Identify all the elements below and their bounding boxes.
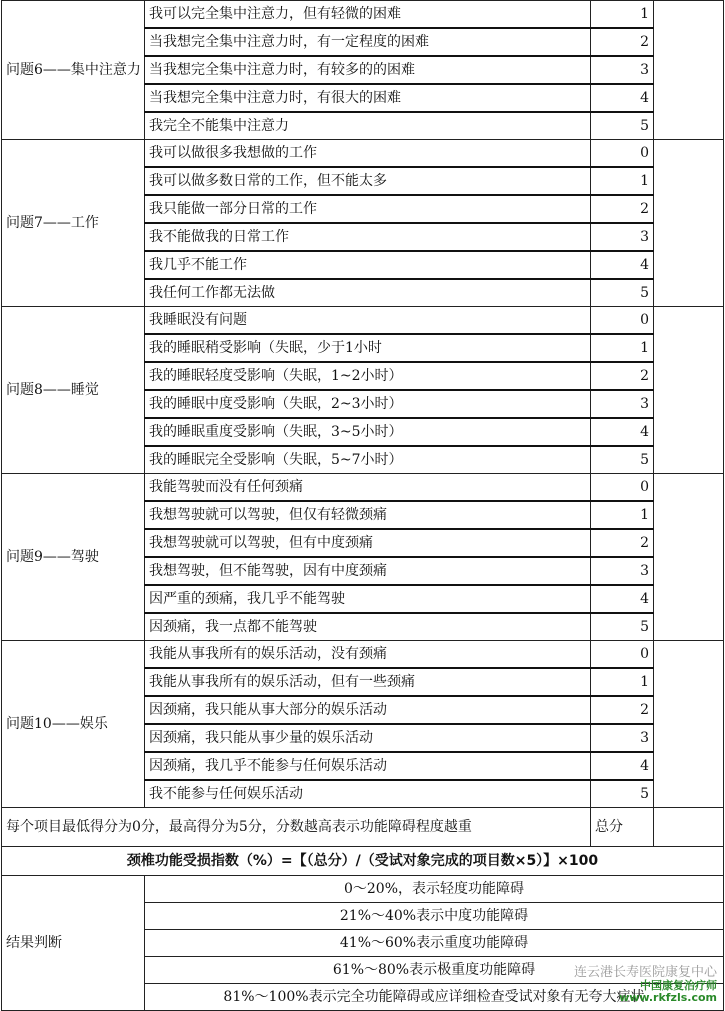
option-text: 我任何工作都无法做: [145, 279, 591, 307]
option-text: 我想驾驶就可以驾驶，但仅有轻微颈痛: [145, 501, 591, 529]
option-score: 5: [591, 112, 654, 140]
total-value-cell: [654, 808, 724, 847]
result-level: 41%～60%表示重度功能障碍: [145, 930, 724, 957]
option-text: 我能驾驶而没有任何颈痛: [145, 474, 591, 502]
option-text: 因严重的颈痛，我几乎不能驾驶: [145, 585, 591, 613]
result-row: [2, 876, 724, 903]
option-score: 0: [591, 641, 654, 669]
option-score: 4: [591, 418, 654, 446]
score-entry-cell: [654, 641, 724, 808]
option-score: 5: [591, 613, 654, 641]
option-score: 4: [591, 251, 654, 279]
option-text: 我的睡眠完全受影响（失眠，5~7小时）: [145, 446, 591, 474]
option-score: 3: [591, 56, 654, 84]
option-text: 我不能做我的日常工作: [145, 223, 591, 251]
option-text: 我可以做很多我想做的工作: [145, 140, 591, 168]
option-text: 当我想完全集中注意力时，有很大的困难: [145, 84, 591, 112]
result-level: 61%～80%表示极重度功能障碍: [145, 957, 724, 984]
option-text: 我睡眠没有问题: [145, 307, 591, 335]
option-score: 2: [591, 195, 654, 223]
option-text: 我可以完全集中注意力，但有轻微的困难: [145, 1, 591, 29]
option-row: [2, 1, 724, 29]
option-score: 4: [591, 752, 654, 780]
watermark-url: www.rkfzls.com: [619, 991, 717, 1004]
result-level: 81%～100%表示完全功能障碍或应详细检查受试对象有无夸大症状: [145, 984, 724, 1011]
option-text: 我只能做一部分日常的工作: [145, 195, 591, 223]
option-text: 我的睡眠中度受影响（失眠，2~3小时）: [145, 390, 591, 418]
total-label: 总分: [591, 808, 654, 847]
option-text: 我的睡眠轻度受影响（失眠，1~2小时）: [145, 362, 591, 390]
option-score: 1: [591, 501, 654, 529]
result-label: 结果判断: [2, 876, 145, 1011]
option-row: [2, 307, 724, 335]
score-entry-cell: [654, 307, 724, 474]
option-score: 5: [591, 279, 654, 307]
option-row: [2, 474, 724, 502]
option-score: 0: [591, 140, 654, 168]
question-name: 问题6——集中注意力: [2, 1, 145, 140]
questions-body: [2, 1, 724, 808]
option-score: 1: [591, 334, 654, 362]
option-text: 因颈痛，我一点都不能驾驶: [145, 613, 591, 641]
option-text: 我几乎不能工作: [145, 251, 591, 279]
option-score: 3: [591, 557, 654, 585]
formula-row: [2, 847, 724, 876]
summary-body: [2, 808, 724, 876]
option-text: 我想驾驶，但不能驾驶，因有中度颈痛: [145, 557, 591, 585]
option-text: 因颈痛，我几乎不能参与任何娱乐活动: [145, 752, 591, 780]
option-text: 我不能参与任何娱乐活动: [145, 780, 591, 808]
option-score: 0: [591, 474, 654, 502]
option-score: 0: [591, 307, 654, 335]
option-score: 3: [591, 390, 654, 418]
option-row: [2, 140, 724, 168]
watermark-brand: 中国康复治疗师: [640, 979, 717, 992]
option-text: 我想驾驶就可以驾驶，但有中度颈痛: [145, 529, 591, 557]
option-text: 我的睡眠重度受影响（失眠，3~5小时）: [145, 418, 591, 446]
result-level: 21%～40%表示中度功能障碍: [145, 903, 724, 930]
formula-text: 颈椎功能受损指数（%）=【（总分）/（受试对象完成的项目数×5）】×100: [2, 847, 724, 876]
option-score: 3: [591, 724, 654, 752]
question-name: 问题7——工作: [2, 140, 145, 307]
option-text: 我可以做多数日常的工作，但不能太多: [145, 167, 591, 195]
option-score: 5: [591, 780, 654, 808]
summary-note: 每个项目最低得分为0分，最高得分为5分，分数越高表示功能障碍程度越重: [2, 808, 591, 847]
question-name: 问题9——驾驶: [2, 474, 145, 641]
option-text: 当我想完全集中注意力时，有较多的的困难: [145, 56, 591, 84]
option-text: 因颈痛，我只能从事大部分的娱乐活动: [145, 696, 591, 724]
result-body: [2, 876, 724, 1011]
option-text: 我能从事我所有的娱乐活动，但有一些颈痛: [145, 668, 591, 696]
option-score: 2: [591, 696, 654, 724]
option-text: 因颈痛，我只能从事少量的娱乐活动: [145, 724, 591, 752]
option-score: 2: [591, 28, 654, 56]
result-level: 0～20%，表示轻度功能障碍: [145, 876, 724, 903]
option-score: 2: [591, 529, 654, 557]
score-entry-cell: [654, 140, 724, 307]
option-text: 我的睡眠稍受影响（失眠，少于1小时: [145, 334, 591, 362]
watermark-top: 连云港长寿医院康复中心: [573, 965, 717, 980]
option-score: 2: [591, 362, 654, 390]
option-score: 5: [591, 446, 654, 474]
option-text: 当我想完全集中注意力时，有一定程度的困难: [145, 28, 591, 56]
question-name: 问题10——娱乐: [2, 641, 145, 808]
option-row: [2, 641, 724, 669]
option-score: 1: [591, 167, 654, 195]
option-score: 4: [591, 585, 654, 613]
option-score: 3: [591, 223, 654, 251]
summary-row: [2, 808, 724, 847]
option-text: 我完全不能集中注意力: [145, 112, 591, 140]
score-entry-cell: [654, 1, 724, 140]
score-entry-cell: [654, 474, 724, 641]
option-score: 1: [591, 1, 654, 29]
option-score: 4: [591, 84, 654, 112]
ndi-table: [1, 0, 724, 1011]
option-score: 1: [591, 668, 654, 696]
option-text: 我能从事我所有的娱乐活动，没有颈痛: [145, 641, 591, 669]
question-name: 问题8——睡觉: [2, 307, 145, 474]
